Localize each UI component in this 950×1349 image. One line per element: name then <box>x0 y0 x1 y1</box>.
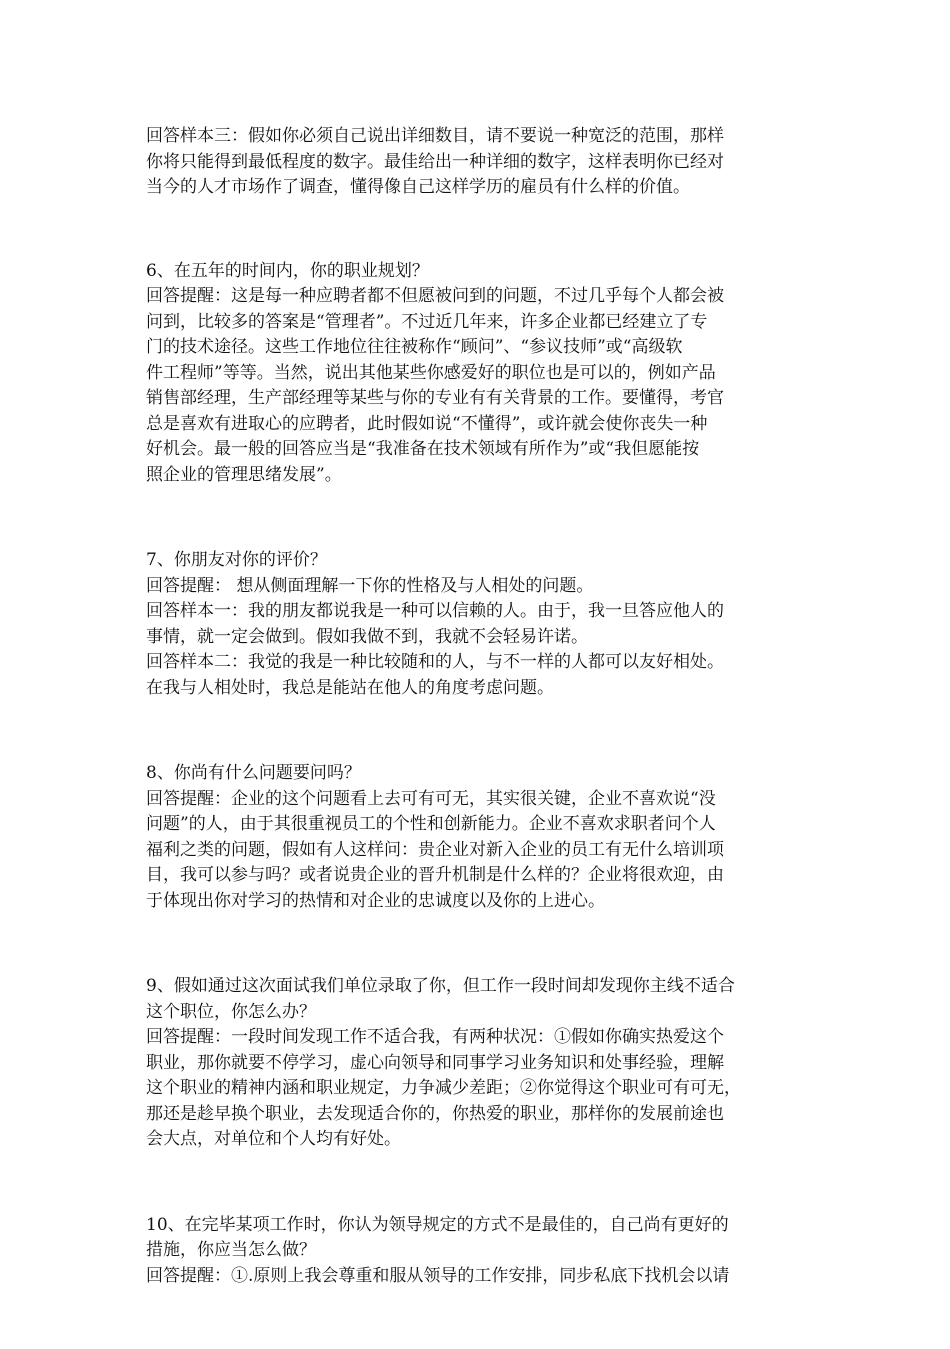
text-line: 10、在完毕某项工作时，你认为领导规定的方式不是最佳的，自己尚有更好的 <box>146 1214 729 1235</box>
text-line: 那还是趁早换个职业，去发现适合你的，你热爱的职业，那样你的发展前途也 <box>146 1103 724 1124</box>
text-line: 门的技术途径。这些工作地位往往被称作“顾问”、“参议技师”或“高级软 <box>146 337 683 357</box>
text-line: 福利之类的问题，假如有人这样问：贵企业对新入企业的员工有无什么培训项 <box>146 839 724 860</box>
text-line: 6、在五年的时间内，你的职业规划？ <box>146 260 429 281</box>
text-line: 回答样本二：我觉的我是一种比较随和的人，与不一样的人都可以友好相处。 <box>146 652 724 672</box>
qa-section <box>146 259 816 489</box>
text-line: 当今的人才市场作了调查，懂得像自己这样学历的雇员有什么样的价值。 <box>146 177 690 197</box>
text-line: 回答样本一：我的朋友都说我是一种可以信赖的人。由于，我一旦答应他人的 <box>146 601 724 621</box>
text-line: 在我与人相处时，我总是能站在他人的角度考虑问题。 <box>146 677 554 698</box>
text-line: 回答提醒：企业的这个问题看上去可有可无，其实很关键，企业不喜欢说“没 <box>146 788 716 809</box>
text-line: 你将只能得到最低程度的数字。最佳给出一种详细的数字，这样表明你已经对 <box>146 151 724 172</box>
text-line: 会大点，对单位和个人均有好处。 <box>146 1129 401 1149</box>
text-line: 这个职业的精神内涵和职业规定，力争减少差距；②你觉得这个职业可有可无， <box>146 1078 741 1098</box>
text-line: 措施，你应当怎么做？ <box>146 1240 316 1260</box>
text-line: 职业，那你就要不停学习，虚心向领导和同事学习业务知识和处事经验，理解 <box>146 1052 724 1073</box>
text-line: 9、假如通过这次面试我们单位录取了你，但工作一段时间却发现你主线不适合 <box>146 976 735 996</box>
text-line: 回答提醒：一段时间发现工作不适合我，有两种状况：①假如你确实热爱这个 <box>146 1027 724 1047</box>
qa-section <box>146 974 816 1153</box>
text-line: 回答样本三：假如你必须自己说出详细数目，请不要说一种宽泛的范围，那样 <box>146 126 724 146</box>
text-line: 问到，比较多的答案是“管理者”。不过近几年来，许多企业都已经建立了专 <box>146 311 708 332</box>
text-line: 好机会。最一般的回答应当是“我准备在技术领域有所作为”或“我但愿能按 <box>146 439 700 459</box>
text-line: 回答提醒：①.原则上我会尊重和服从领导的工作安排，同步私底下找机会以请 <box>146 1265 730 1286</box>
text-line: 8、你尚有什么问题要问吗？ <box>146 763 361 783</box>
text-line: 件工程师”等等。当然，说出其他某些你感爱好的职位也是可以的，例如产品 <box>146 362 716 383</box>
text-line: 事情，就一定会做到。假如我做不到，我就不会轻易许诺。 <box>146 626 588 647</box>
text-line: 回答提醒：这是每一种应聘者都不但愿被问到的问题，不过几乎每个人都会被 <box>146 286 724 306</box>
text-line: 这个职位，你怎么办？ <box>146 1001 316 1022</box>
text-line: 销售部经理，生产部经理等某些与你的专业有有关背景的工作。要懂得，考官 <box>146 388 724 408</box>
text-line: 照企业的管理思绪发展”。 <box>146 464 342 485</box>
qa-section <box>146 548 816 701</box>
text-line: 于体现出你对学习的热情和对企业的忠诚度以及你的上进心。 <box>146 890 605 911</box>
text-line: 回答提醒： 想从侧面理解一下你的性格及与人相处的问题。 <box>146 575 594 596</box>
text-line: 总是喜欢有进取心的应聘者，此时假如说“不懂得”，或许就会使你丧失一种 <box>146 413 708 434</box>
qa-section <box>146 761 816 914</box>
text-line: 7、你朋友对你的评价？ <box>146 550 327 570</box>
document-body <box>146 124 816 1349</box>
text-line: 目，我可以参与吗？或者说贵企业的晋升机制是什么样的？企业将很欢迎，由 <box>146 865 724 885</box>
qa-section <box>146 1213 816 1290</box>
text-line: 问题”的人，由于其很重视员工的个性和创新能力。企业不喜欢求职者问个人 <box>146 814 716 834</box>
qa-section <box>146 124 816 201</box>
